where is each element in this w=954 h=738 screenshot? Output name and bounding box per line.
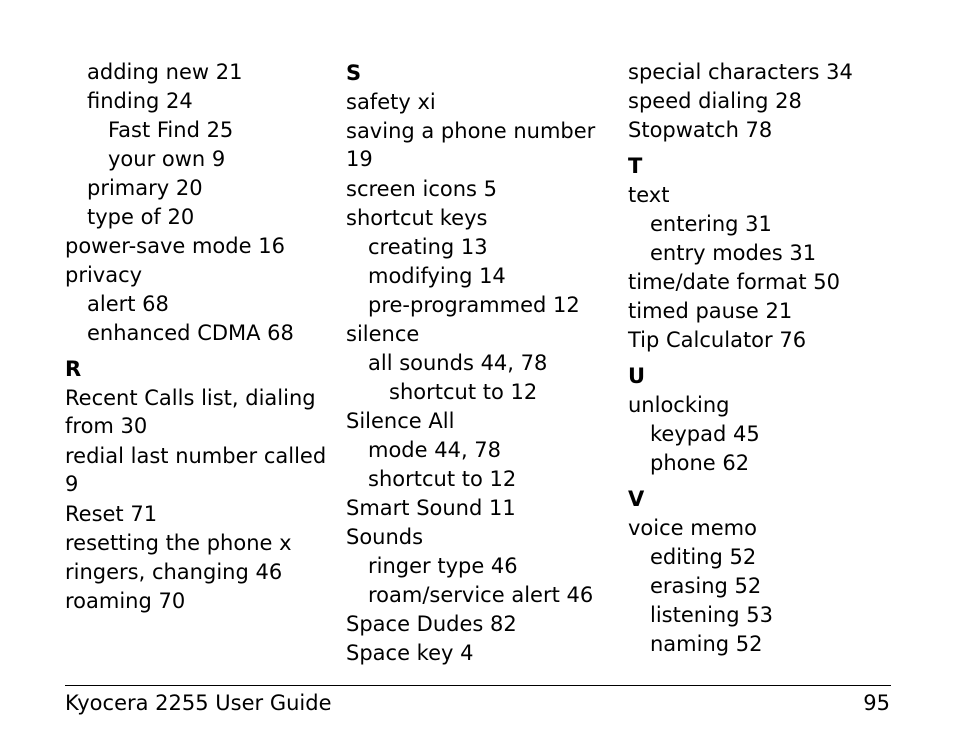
- index-entry: screen icons 5: [346, 177, 497, 201]
- index-subentry: your own 9: [108, 147, 226, 171]
- index-column-1: [65, 58, 333, 616]
- index-subentry: pre-programmed 12: [368, 293, 580, 317]
- index-entry: Space Dudes 82: [346, 612, 517, 636]
- index-subentry: type of 20: [87, 205, 195, 229]
- index-column-2: [346, 58, 608, 668]
- index-entry: time/date format 50: [628, 270, 841, 294]
- index-section-letter: V: [628, 487, 645, 511]
- index-subentry: entry modes 31: [650, 241, 817, 265]
- index-entry: Recent Calls list, dialing from 30: [65, 386, 316, 438]
- index-section-letter: U: [628, 364, 646, 388]
- index-section-letter: T: [628, 154, 643, 178]
- index-entry: Tip Calculator 76: [628, 328, 807, 352]
- index-section-letter: R: [65, 357, 82, 381]
- index-entry: Stopwatch 78: [628, 118, 773, 142]
- index-subentry: listening 53: [650, 603, 773, 627]
- index-entry: unlocking: [628, 393, 730, 417]
- index-entry: safety xi: [346, 90, 436, 114]
- index-entry: Sounds: [346, 525, 424, 549]
- index-entry: redial last number called 9: [65, 444, 327, 496]
- index-subentry: Fast Find 25: [108, 118, 234, 142]
- index-entry: saving a phone number 19: [346, 119, 596, 171]
- index-subentry: ringer type 46: [368, 554, 518, 578]
- index-subentry: finding 24: [87, 89, 193, 113]
- footer-divider: [65, 685, 891, 686]
- index-entry: privacy: [65, 263, 143, 287]
- index-entry: text: [628, 183, 670, 207]
- index-subentry: modifying 14: [368, 264, 506, 288]
- index-entry: special characters 34: [628, 60, 853, 84]
- index-section-letter: S: [346, 61, 362, 85]
- index-column-3: [628, 58, 890, 659]
- index-subentry: phone 62: [650, 451, 750, 475]
- index-subentry: shortcut to 12: [389, 380, 538, 404]
- index-subentry: all sounds 44, 78: [368, 351, 548, 375]
- index-entry: speed dialing 28: [628, 89, 802, 113]
- index-entry: Smart Sound 11: [346, 496, 516, 520]
- index-subentry: adding new 21: [87, 60, 243, 84]
- index-subentry: naming 52: [650, 632, 763, 656]
- index-entry: Silence All: [346, 409, 455, 433]
- page-number: 95: [863, 691, 890, 715]
- index-entry: voice memo: [628, 516, 757, 540]
- index-subentry: alert 68: [87, 292, 169, 316]
- index-entry: Space key 4: [346, 641, 474, 665]
- index-subentry: entering 31: [650, 212, 772, 236]
- index-entry: Reset 71: [65, 502, 158, 526]
- index-entry: shortcut keys: [346, 206, 488, 230]
- index-entry: timed pause 21: [628, 299, 793, 323]
- index-entry: roaming 70: [65, 589, 186, 613]
- index-subentry: editing 52: [650, 545, 757, 569]
- index-entry: power-save mode 16: [65, 234, 285, 258]
- index-subentry: roam/service alert 46: [368, 583, 594, 607]
- index-subentry: shortcut to 12: [368, 467, 517, 491]
- index-entry: ringers, changing 46: [65, 560, 283, 584]
- index-subentry: keypad 45: [650, 422, 760, 446]
- footer-title: Kyocera 2255 User Guide: [65, 691, 332, 715]
- index-subentry: mode 44, 78: [368, 438, 502, 462]
- index-subentry: enhanced CDMA 68: [87, 321, 294, 345]
- index-subentry: primary 20: [87, 176, 203, 200]
- index-subentry: creating 13: [368, 235, 488, 259]
- index-entry: silence: [346, 322, 420, 346]
- index-entry: resetting the phone x: [65, 531, 292, 555]
- index-subentry: erasing 52: [650, 574, 762, 598]
